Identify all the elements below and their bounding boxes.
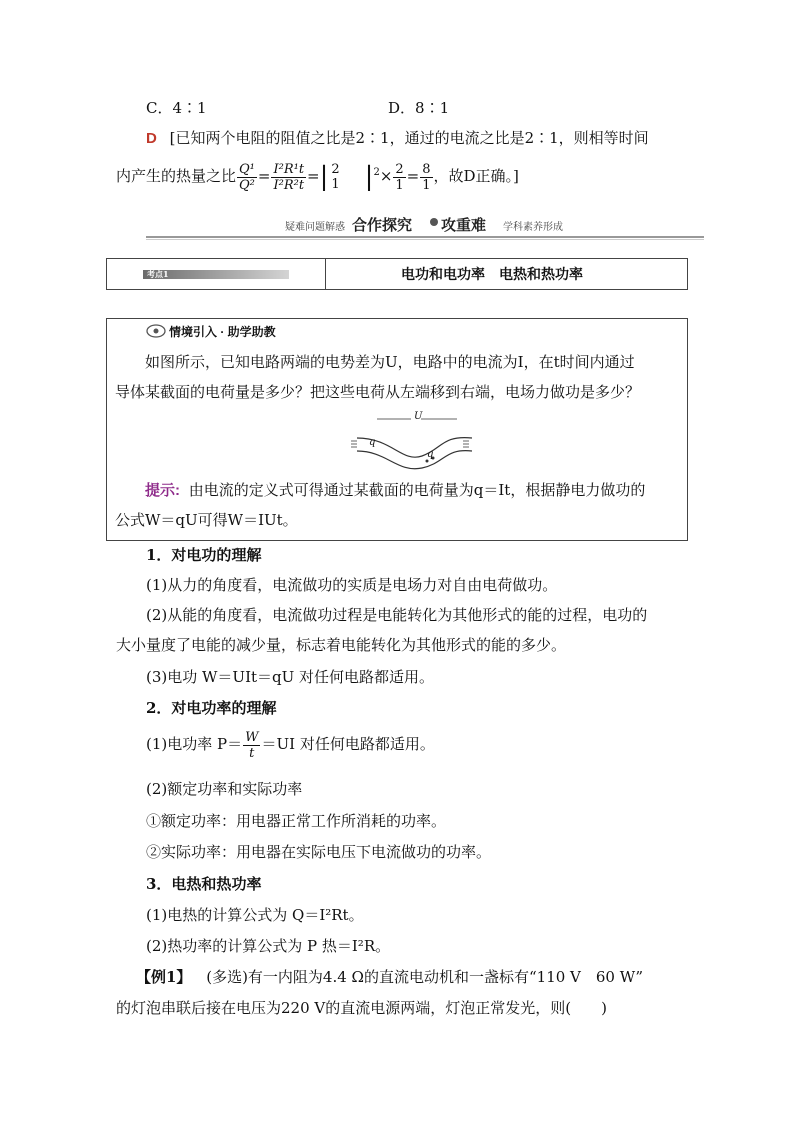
body-line-7: ②实际功率：用电器在实际电压下电流做功的功率。 xyxy=(146,843,492,861)
example-text-1: (多选)有一内阻为4.4 Ω的直流电动机和一盏标有“110 V 60 W” xyxy=(206,968,644,986)
scenario-icon xyxy=(145,323,167,339)
banner-dot-icon xyxy=(430,218,438,226)
banner-right: 学科素养形成 xyxy=(503,222,563,233)
frac-ratio: 2 1 xyxy=(331,162,340,192)
paren-right: | xyxy=(364,162,374,192)
example-line-2: 的灯泡串联后接在电压为220 V的直流电源两端，灯泡正常发光，则( ) xyxy=(116,999,607,1017)
option-c: C．4∶1 xyxy=(146,99,207,117)
section-heading-3: 3．电热和热功率 xyxy=(146,875,262,893)
paren-left: | xyxy=(319,162,329,192)
banner-left: 疑难问题解惑 xyxy=(285,222,345,233)
body-line-1: (1)从力的角度看，电流做功的实质是电场力对自由电荷做功。 xyxy=(146,576,558,594)
answer-line-2: 内产生的热量之比 $\frac{\text{Q¹}}{\text{Q²}}$ = $\frac{\text{I²R¹t}}{\text{I²R²t}}$ =| 2 1 $|^2\times$ $\frac{2}{1}$ = $\frac{8}{1}$ ，故D正确。] xyxy=(116,161,519,193)
example-line-1 xyxy=(136,966,643,987)
body-line-2b: 大小量度了电能的减少量，标志着电能转化为其他形式的能的多少。 xyxy=(116,636,567,654)
scenario-heading: 情境引入 · 助学助教 xyxy=(169,325,276,339)
example-label: 【例1】 xyxy=(136,968,192,986)
topic-box xyxy=(106,258,688,290)
body-line-4: (1)电功率 P＝ $\frac{W}{t}$ ＝UI 对任何电路都适用。 xyxy=(146,729,435,761)
topic-title: 电功和电功率 电热和热功率 xyxy=(401,266,583,282)
topic-divider xyxy=(325,259,326,289)
body-line-9: (2)热功率的计算公式为 P 热＝I²R。 xyxy=(146,937,391,955)
hint-line-1 xyxy=(145,479,645,500)
body-line-6: ①额定功率：用电器正常工作所消耗的功率。 xyxy=(146,812,447,830)
scenario-p1: 如图所示，已知电路两端的电势差为U，电路中的电流为I，在t时间内通过 xyxy=(145,353,635,371)
frac-eight: $\frac{8}{1}$ xyxy=(422,161,431,193)
frac-i2r: $\frac{\text{I²R¹t}}{\text{I²R²t}}$ xyxy=(273,161,305,193)
fig-label-q2: q xyxy=(427,449,434,460)
scenario-p2: 导体某截面的电荷量是多少？把这些电荷从左端移到右端，电场力做功是多少？ xyxy=(115,383,641,401)
frac-power: $\frac{W}{t}$ xyxy=(245,729,259,761)
scenario-box xyxy=(106,318,688,541)
frac-two: $\frac{2}{1}$ xyxy=(395,161,404,193)
hint-text-1: 由电流的定义式可得通过某截面的电荷量为q＝It，根据静电力做功的 xyxy=(188,481,646,499)
fig-label-q1: q xyxy=(369,437,376,448)
hint-label: 提示: xyxy=(145,482,180,499)
hint-line-2: 公式W＝qU可得W＝IUt。 xyxy=(115,511,298,529)
banner-center-2: 攻重难 xyxy=(441,217,487,234)
answer-text-1: [已知两个电阻的阻值之比是2∶1，通过的电流之比是2∶1，则相等时间 xyxy=(169,129,649,147)
body-line-3: (3)电功 W＝UIt＝qU 对任何电路都适用。 xyxy=(146,668,435,686)
banner-center: 合作探究 xyxy=(352,217,413,234)
body-line-5: (2)额定功率和实际功率 xyxy=(146,780,303,798)
section-heading-2: 2．对电功率的理解 xyxy=(146,699,277,717)
banner-rule-2 xyxy=(146,239,704,240)
fig-label-u: U xyxy=(414,411,423,422)
banner-rule xyxy=(146,236,704,238)
body-line-8: (1)电热的计算公式为 Q＝I²Rt。 xyxy=(146,906,364,924)
option-d: D．8∶1 xyxy=(388,99,450,117)
answer-text-2: 内产生的热量之比 xyxy=(116,167,237,185)
answer-letter: D xyxy=(146,130,157,147)
body-line-2a: (2)从能的角度看，电流做功过程是电能转化为其他形式的能的过程，电功的 xyxy=(146,606,648,624)
section-heading-1: 1．对电功的理解 xyxy=(146,546,262,564)
frac-q: $\frac{\text{Q¹}}{\text{Q²}}$ xyxy=(239,161,255,193)
topic-label: 考点1 xyxy=(147,269,169,279)
answer-line-1 xyxy=(146,127,649,148)
